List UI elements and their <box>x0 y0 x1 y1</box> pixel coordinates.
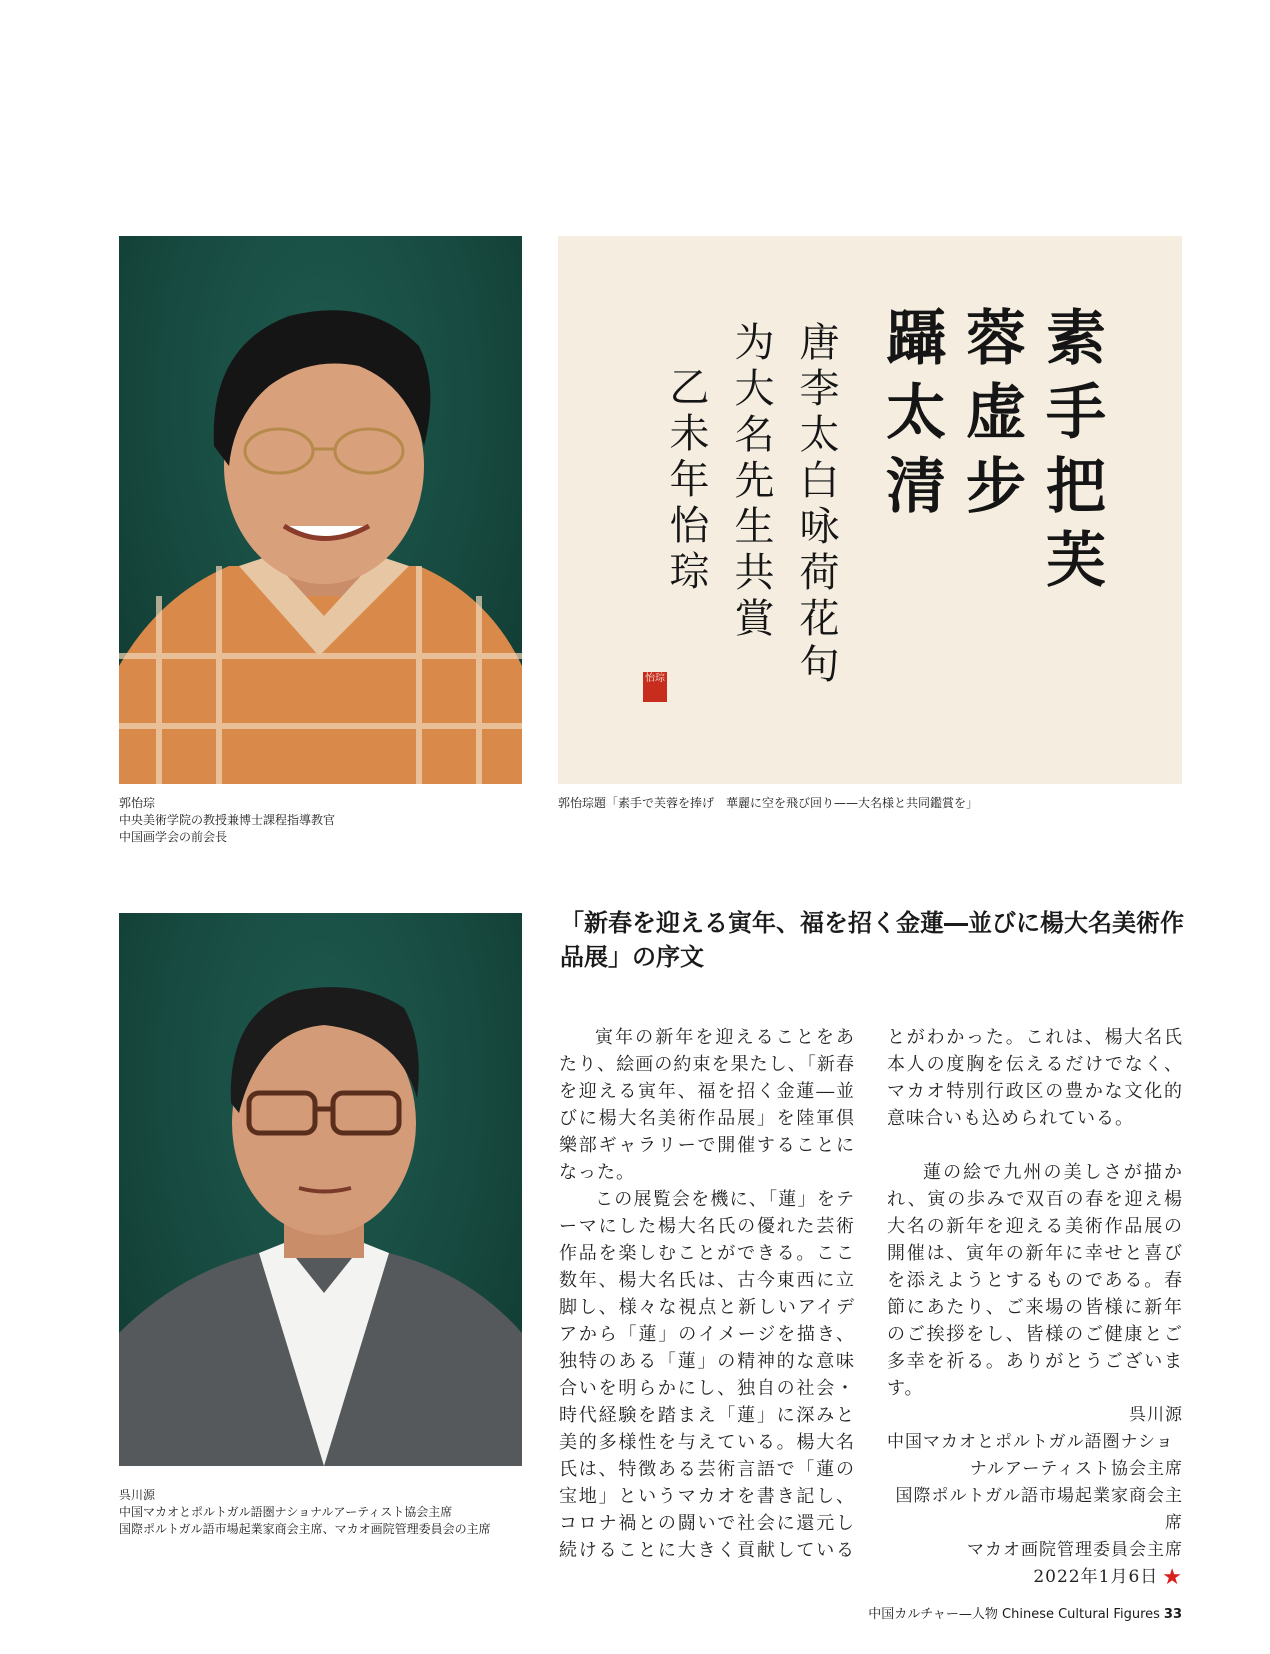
caption-title-line: 中央美術学院の教授兼博士課程指導教官 <box>119 813 336 827</box>
signature-date-row <box>887 1564 1183 1591</box>
signature-title: ナルアーティスト協会主席 <box>969 1459 1183 1479</box>
calligraphy-column-3: 躡太清 <box>876 306 946 528</box>
footer-label: 中国カルチャー—人物 Chinese Cultural Figures <box>868 1607 1160 1622</box>
seal-stamp: 怡琮 <box>643 672 667 702</box>
portrait-illustration <box>119 236 522 784</box>
calligraphy-caption <box>558 795 978 812</box>
portrait-caption-2 <box>119 1487 491 1538</box>
portrait-photo-wu-chuanyuan <box>119 913 522 1466</box>
article-paragraph-continued <box>887 1024 1183 1159</box>
portrait-caption-1 <box>119 795 335 846</box>
caption-title-line: 国際ポルトガル語市場起業家商会主席、マカオ画院管理委員会の主席 <box>119 1522 491 1536</box>
red-star-icon: ★ <box>1162 1565 1183 1590</box>
article-column-left <box>559 1024 855 1564</box>
caption-title-line: 中国マカオとポルトガル語圏ナショナルアーティスト協会主席 <box>119 1505 453 1519</box>
article-paragraph-tail: とがわかった。これは、楊大名氏本人の度胸を伝えるだけでなく、マカオ特別行政区の豊かな文化的意味合いも込められている。 <box>887 1027 1183 1129</box>
portrait-illustration <box>119 913 522 1466</box>
article-paragraph: 蓮の絵で九州の美しさが描かれ、寅の歩みで双百の春を迎え楊大名の新年を迎える美術作品展の開催は、寅年の新年に幸せと喜びを添えようとするものである。春節にあたり、ご来場の皆様に新年のご挨拶をし、皆様のご健康とご多幸を祈る。ありがとうございます。 <box>887 1162 1183 1399</box>
calligraphy-column-6: 乙未年怡琮 <box>663 366 709 596</box>
page-footer <box>780 1603 1182 1622</box>
caption-text: 郭怡琮題「素手で芙蓉を捧げ 華麗に空を飛び回り——大名様と共同鑑賞を」 <box>558 796 979 810</box>
article-column-right <box>887 1024 1183 1591</box>
caption-name: 呉川源 <box>119 1488 156 1502</box>
article-paragraph: 寅年の新年を迎えることをあたり、絵画の約束を果たし、「新春を迎える寅年、福を招く金蓮―並びに楊大名美術作品展」を陸軍倶樂部ギャラリーで開催することになった。 <box>559 1027 855 1183</box>
page-number: 33 <box>1163 1607 1182 1622</box>
portrait-photo-guo-yicong <box>119 236 522 784</box>
calligraphy-column-2: 蓉虚步 <box>956 306 1026 528</box>
caption-name: 郭怡琮 <box>119 796 156 810</box>
article-headline: 「新春を迎える寅年、福を招く金蓮―並びに楊大名美術作品展」の序文 <box>560 909 1184 971</box>
signature-title: 中国マカオとポルトガル語圏ナショ <box>887 1432 1174 1452</box>
calligraphy-column-1: 素手把芙 <box>1036 306 1106 602</box>
signature-block <box>887 1402 1183 1591</box>
caption-title-line: 中国画学会の前会長 <box>119 830 228 844</box>
calligraphy-column-5: 为大名先生共賞 <box>728 321 774 643</box>
calligraphy-column-4: 唐李太白咏荷花句 <box>793 321 839 689</box>
signature-title: マカオ画院管理委員会主席 <box>967 1540 1183 1560</box>
signature-title: 国際ポルトガル語市場起業家商会主席 <box>895 1486 1183 1533</box>
article-paragraph: この展覧会を機に、「蓮」をテーマにした楊大名氏の優れた芸術作品を楽しむことができる。ここ数年、楊大名氏は、古今東西に立脚し、様々な視点と新しいアイデアから「蓮」のイメージを描き、独特のある「蓮」の精神的な意味合いを明らかにし、独自の社会・時代経験を踏まえ「蓮」に深みと美的多様性を与えている。楊大名氏は、特徴ある芸術言語で「蓮の宝地」というマカオを書き記し、コロナ禍との闘いで社会に還元し続けることに大きく貢献している <box>559 1189 855 1561</box>
signature-date: 2022年1月6日 <box>1033 1567 1159 1587</box>
signature-name: 呉川源 <box>1129 1405 1183 1425</box>
